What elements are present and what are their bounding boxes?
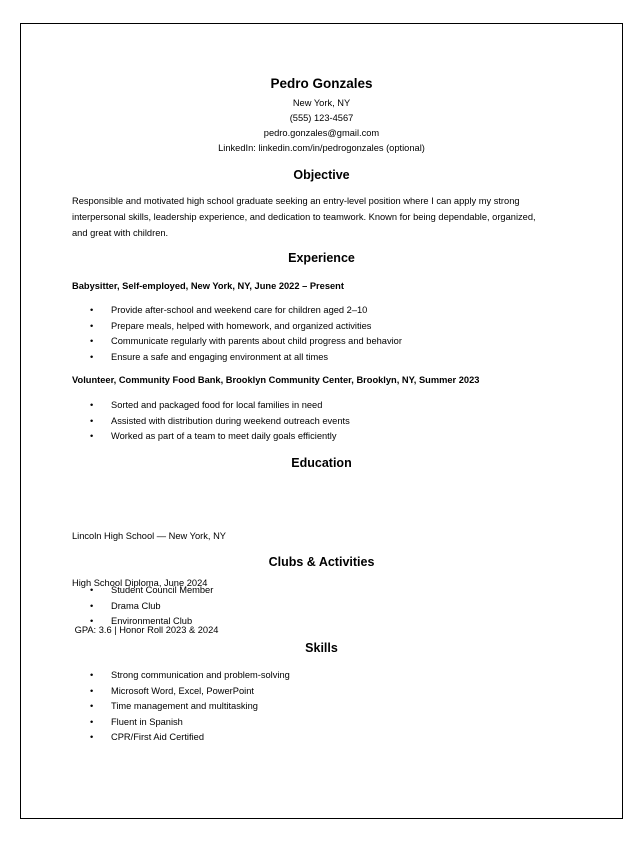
job-bullets <box>72 398 350 445</box>
experience-heading: Experience <box>288 251 355 265</box>
job-title: Volunteer, Community Food Bank, Brooklyn Community Center, Brooklyn, NY, Summer 2023 <box>72 375 480 385</box>
list-item: • Time management and multitasking <box>72 699 290 715</box>
education-heading: Education <box>291 456 352 470</box>
list-item: • Sorted and packaged food for local families in need <box>72 398 350 414</box>
bullet-icon: • <box>90 732 94 743</box>
list-item: • Assisted with distribution during weekend outreach events <box>72 414 350 430</box>
list-item: • Worked as part of a team to meet daily goals efficiently <box>72 429 350 445</box>
list-item: • Prepare meals, helped with homework, and organized activities <box>72 319 402 335</box>
list-item: • Provide after-school and weekend care for children aged 2–10 <box>72 303 402 319</box>
list-item: • Environmental Club <box>72 614 213 630</box>
education-school: Lincoln High School — New York, NY <box>72 531 226 542</box>
bullet-icon: • <box>90 716 94 727</box>
bullet-icon: • <box>90 351 94 362</box>
bullet-icon: • <box>90 431 94 442</box>
bullet-icon: • <box>90 616 94 627</box>
bullet-icon: • <box>90 701 94 712</box>
bullet-icon: • <box>90 670 94 680</box>
skills-heading: Skills <box>305 641 338 655</box>
objective-heading: Objective <box>293 168 350 182</box>
bullet-icon: • <box>90 400 94 410</box>
bullet-icon: • <box>90 600 94 611</box>
contact-email: pedro.gonzales@gmail.com <box>263 128 380 138</box>
list-item: • Fluent in Spanish <box>72 715 290 731</box>
clubs-list <box>72 583 213 630</box>
candidate-name: Pedro Gonzales <box>270 76 373 91</box>
resume-page <box>20 23 623 819</box>
job-bullets <box>72 303 402 365</box>
education-diploma: High School Diploma, June 2024 <box>72 577 208 588</box>
list-item: • Ensure a safe and engaging environment at all times <box>72 350 402 366</box>
education-gpa: GPA: 3.6 | Honor Roll 2023 & 2024 <box>72 624 219 635</box>
objective-line: and great with children. <box>72 227 169 238</box>
contact-phone: (555) 123-4567 <box>289 113 354 123</box>
bullet-icon: • <box>90 336 94 347</box>
contact-linkedin: LinkedIn: linkedin.com/in/pedrogonzales (optional) <box>218 143 425 153</box>
objective-text <box>72 194 572 241</box>
bullet-icon: • <box>90 585 94 595</box>
bullet-icon: • <box>90 685 94 696</box>
list-item: • Drama Club <box>72 599 213 615</box>
clubs-heading: Clubs & Activities <box>268 555 375 569</box>
objective-line: Responsible and motivated high school graduate seeking an entry-level position where I can apply my strong <box>72 196 520 206</box>
job-title: Babysitter, Self-employed, New York, NY, June 2022 – Present <box>72 281 344 291</box>
skills-list <box>72 668 290 746</box>
objective-line: interpersonal skills, leadership experience, and dedication to teamwork. Known for being dependable, organized, <box>72 211 536 222</box>
list-item: • Microsoft Word, Excel, PowerPoint <box>72 684 290 700</box>
bullet-icon: • <box>90 320 94 331</box>
list-item: • CPR/First Aid Certified <box>72 730 290 746</box>
list-item: • Communicate regularly with parents about child progress and behavior <box>72 334 402 350</box>
bullet-icon: • <box>90 415 94 426</box>
bullet-icon: • <box>90 305 94 315</box>
contact-location: New York, NY <box>292 98 351 108</box>
list-item: • Strong communication and problem-solving <box>72 668 290 684</box>
list-item: • Student Council Member <box>72 583 213 599</box>
